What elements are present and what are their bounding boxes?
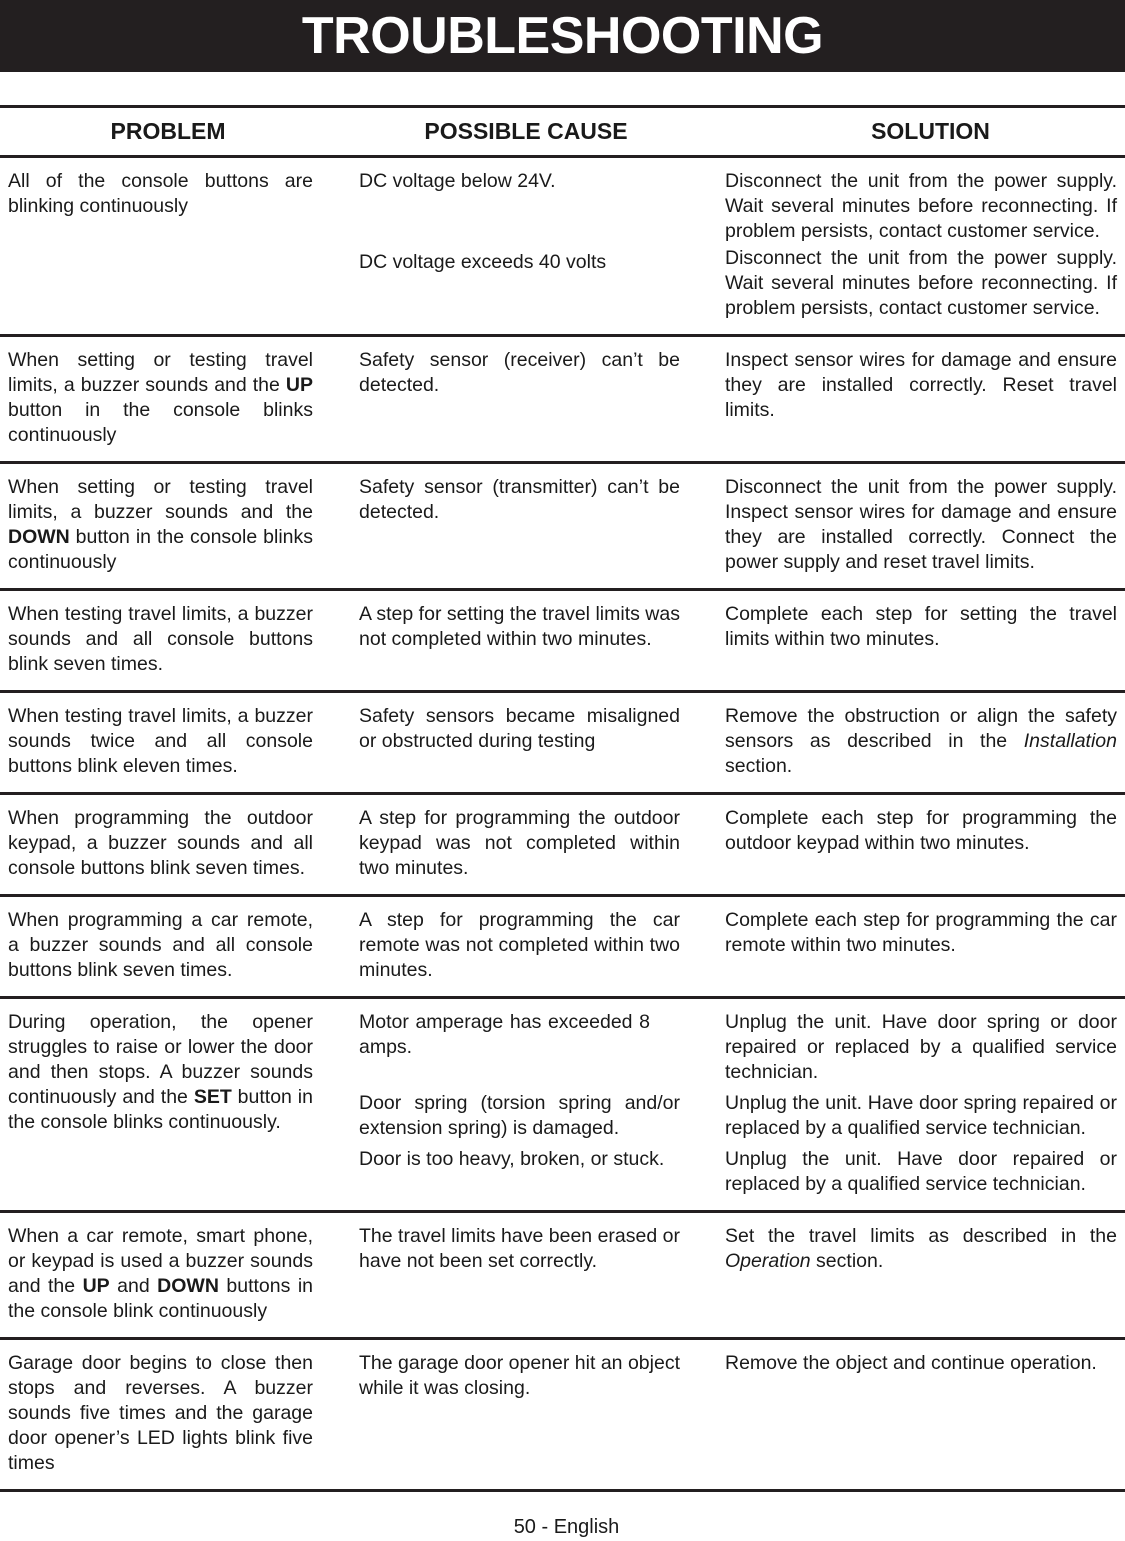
- solution-text: section.: [725, 755, 793, 777]
- table-row: [0, 794, 1125, 896]
- problem-text: button in the console blinks continuously: [8, 399, 313, 446]
- problem-cell: [0, 1212, 336, 1339]
- problem-text: and: [109, 1275, 158, 1297]
- table-row: [0, 692, 1125, 794]
- cause-text: The garage door opener hit an object while it was closing.: [359, 1352, 680, 1399]
- cause-cell: [336, 998, 716, 1212]
- cause-text: A step for setting the travel limits was not completed within two minutes.: [359, 603, 680, 650]
- cause-text: A step for programming the car remote was not completed within two minutes.: [359, 909, 680, 981]
- problem-cell: [0, 896, 336, 998]
- problem-text: When programming the outdoor keypad, a buzzer sounds and all console buttons blink seven times.: [8, 807, 313, 879]
- table-row: [0, 998, 1125, 1212]
- table-row: [0, 336, 1125, 463]
- cause-text: Motor amperage has exceeded 8 amps.: [359, 1011, 650, 1058]
- solution-cell: [716, 1212, 1125, 1339]
- table-row: [0, 463, 1125, 590]
- cause-text: A step for programming the outdoor keypad was not completed within two minutes.: [359, 807, 680, 879]
- troubleshooting-table: [0, 105, 1125, 1492]
- header-possible-cause: POSSIBLE CAUSE: [336, 107, 716, 157]
- solution-cell: [716, 1339, 1125, 1491]
- problem-text: When programming a car remote, a buzzer sounds and all console buttons blink seven times.: [8, 909, 313, 981]
- solution-cell: [716, 157, 1125, 336]
- solution-text: Disconnect the unit from the power supply. Wait several minutes before reconnecting. If problem persists, contact customer service.: [725, 247, 1117, 319]
- solution-text: Unplug the unit. Have door spring repaired or replaced by a qualified service technician.: [725, 1092, 1117, 1139]
- cause-cell: [336, 794, 716, 896]
- solution-text: Unplug the unit. Have door repaired or replaced by a qualified service technician.: [725, 1148, 1117, 1195]
- table-row: [0, 1212, 1125, 1339]
- cause-cell: [336, 1339, 716, 1491]
- problem-cell: [0, 794, 336, 896]
- solution-text: Remove the object and continue operation.: [725, 1352, 1097, 1374]
- header-problem: PROBLEM: [0, 107, 336, 157]
- solution-text: section.: [810, 1250, 884, 1272]
- problem-cell: [0, 692, 336, 794]
- table-row: [0, 157, 1125, 336]
- solution-text: Complete each step for programming the car remote within two minutes.: [725, 909, 1117, 956]
- solution-italic-term: Operation: [725, 1250, 811, 1272]
- cause-text: The travel limits have been erased or have not been set correctly.: [359, 1225, 680, 1272]
- solution-text: Complete each step for programming the outdoor keypad within two minutes.: [725, 807, 1117, 854]
- cause-cell: [336, 692, 716, 794]
- problem-bold-term: UP: [285, 374, 313, 396]
- cause-cell: [336, 157, 716, 336]
- table-row: [0, 590, 1125, 692]
- problem-bold-term: UP: [82, 1275, 110, 1297]
- problem-text: During operation, the opener struggles to raise or lower the door and then stops. A buzzer sounds continuously and the: [8, 1011, 313, 1108]
- problem-text: button in the console blinks continuously.: [8, 1086, 313, 1133]
- cause-text: Safety sensors became misaligned or obstructed during testing: [359, 705, 680, 752]
- solution-text: Set the travel limits as described in the: [725, 1225, 1117, 1247]
- page-footer: 50 - English: [513, 1516, 620, 1538]
- cause-text: DC voltage exceeds 40 volts: [359, 251, 607, 273]
- problem-text: When a car remote, smart phone, or keypad is used a buzzer sounds and the: [8, 1225, 313, 1297]
- problem-cell: [0, 157, 336, 336]
- solution-cell: [716, 463, 1125, 590]
- solution-cell: [716, 998, 1125, 1212]
- problem-cell: [0, 336, 336, 463]
- problem-text: When setting or testing travel limits, a buzzer sounds and the: [8, 349, 313, 396]
- solution-cell: [716, 692, 1125, 794]
- cause-text: Safety sensor (transmitter) can’t be detected.: [359, 476, 680, 523]
- page-title: TROUBLESHOOTING: [301, 7, 824, 65]
- solution-cell: [716, 336, 1125, 463]
- solution-text: Inspect sensor wires for damage and ensure they are installed correctly. Reset travel limits.: [725, 349, 1117, 421]
- solution-text: Disconnect the unit from the power supply. Inspect sensor wires for damage and ensure they are installed correctly. Connect the power supply and reset travel limits.: [725, 476, 1117, 573]
- problem-text: When testing travel limits, a buzzer sounds twice and all console buttons blink eleven times.: [8, 705, 313, 777]
- problem-cell: [0, 1339, 336, 1491]
- table-row: [0, 896, 1125, 998]
- cause-cell: [336, 336, 716, 463]
- problem-text: button in the console blinks continuously: [8, 526, 313, 573]
- problem-text: When setting or testing travel limits, a buzzer sounds and the: [8, 476, 313, 523]
- problem-cell: [0, 463, 336, 590]
- problem-bold-term: DOWN: [157, 1275, 219, 1297]
- cause-text: Door is too heavy, broken, or stuck.: [359, 1148, 665, 1170]
- problem-bold-term: DOWN: [8, 526, 70, 548]
- table-row: [0, 1339, 1125, 1491]
- problem-text: buttons in the console blink continuously: [8, 1275, 314, 1322]
- solution-cell: [716, 896, 1125, 998]
- problem-bold-term: SET: [193, 1086, 232, 1108]
- problem-text: Garage door begins to close then stops and reverses. A buzzer sounds five times and the garage door opener’s LED lights blink five times: [8, 1352, 313, 1474]
- solution-text: Unplug the unit. Have door spring or door repaired or replaced by a qualified service technician.: [725, 1011, 1117, 1083]
- solution-text: Remove the obstruction or align the safety sensors as described in the: [725, 705, 1117, 752]
- cause-text: Door spring (torsion spring and/or extension spring) is damaged.: [359, 1092, 680, 1139]
- solution-text: Complete each step for setting the travel limits within two minutes.: [725, 603, 1117, 650]
- cause-text: Safety sensor (receiver) can’t be detected.: [359, 349, 680, 396]
- header-solution: SOLUTION: [716, 107, 1125, 157]
- cause-text: DC voltage below 24V.: [359, 170, 556, 192]
- cause-cell: [336, 590, 716, 692]
- solution-cell: [716, 794, 1125, 896]
- solution-italic-term: Installation: [1023, 730, 1117, 752]
- problem-cell: [0, 998, 336, 1212]
- cause-cell: [336, 1212, 716, 1339]
- problem-text: All of the console buttons are blinking continuously: [8, 170, 313, 217]
- problem-cell: [0, 590, 336, 692]
- table-header-row: [0, 107, 1125, 157]
- cause-cell: [336, 463, 716, 590]
- solution-cell: [716, 590, 1125, 692]
- title-bar: [0, 0, 1125, 72]
- problem-text: When testing travel limits, a buzzer sounds and all console buttons blink seven times.: [8, 603, 313, 675]
- cause-cell: [336, 896, 716, 998]
- solution-text: Disconnect the unit from the power supply. Wait several minutes before reconnecting. If problem persists, contact customer service.: [725, 170, 1117, 242]
